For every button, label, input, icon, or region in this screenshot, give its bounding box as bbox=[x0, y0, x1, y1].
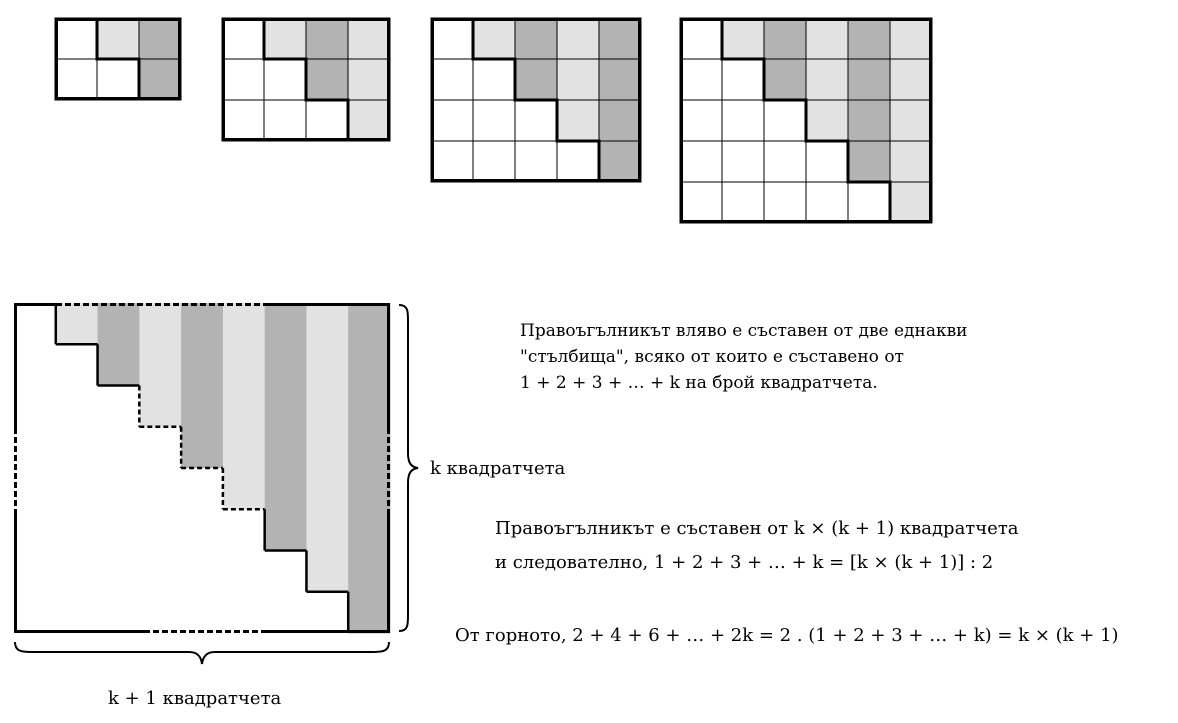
grid-cell bbox=[848, 141, 890, 182]
grid-cell bbox=[722, 100, 764, 141]
reasoning-line-2: и следователно, 1 + 2 + 3 + … + k = [k × (k + 1)] : 2 bbox=[495, 552, 994, 573]
grid-cell bbox=[557, 59, 599, 100]
grid-cell bbox=[806, 182, 848, 223]
grid-cell bbox=[348, 344, 390, 386]
grid-cell bbox=[98, 468, 140, 510]
grid-cell bbox=[139, 303, 181, 345]
grid-cell bbox=[223, 468, 265, 510]
grid-cell bbox=[515, 100, 557, 141]
grid-cell bbox=[557, 141, 599, 182]
grid-cell bbox=[56, 551, 98, 593]
grid-cell bbox=[139, 509, 181, 551]
grid-cell bbox=[806, 18, 848, 59]
width-label: k + 1 квадратчета bbox=[108, 688, 282, 709]
grid-cell bbox=[264, 18, 306, 59]
grid-cell bbox=[680, 141, 722, 182]
staircase-figure-1 bbox=[55, 18, 181, 102]
grid-cell bbox=[56, 386, 98, 428]
grid-cell bbox=[223, 551, 265, 593]
big-rectangle-figure bbox=[14, 303, 390, 633]
grid-cell bbox=[98, 592, 140, 634]
grid-cell bbox=[139, 18, 181, 59]
grid-cell bbox=[223, 509, 265, 551]
grid-cell bbox=[14, 509, 56, 551]
grid-cell bbox=[722, 59, 764, 100]
grid-cell bbox=[890, 100, 932, 141]
description-line-1: Правоъгълникът вляво е съставен от две еднакви bbox=[520, 321, 968, 341]
staircase-figure-3 bbox=[431, 18, 641, 184]
grid-cell bbox=[848, 59, 890, 100]
grid-cell bbox=[764, 182, 806, 223]
grid-cell bbox=[56, 592, 98, 634]
grid-cell bbox=[348, 59, 390, 100]
grid-cell bbox=[265, 468, 307, 510]
grid-cell bbox=[848, 182, 890, 223]
grid-cell bbox=[98, 427, 140, 469]
grid-cell bbox=[139, 468, 181, 510]
grid-cell bbox=[139, 592, 181, 634]
grid-cell bbox=[98, 386, 140, 428]
staircase-figure-4 bbox=[680, 18, 934, 224]
grid-cell bbox=[890, 182, 932, 223]
grid-cell bbox=[515, 18, 557, 59]
grid-cell bbox=[265, 427, 307, 469]
grid-cell bbox=[14, 592, 56, 634]
grid-cell bbox=[431, 141, 473, 182]
grid-cell bbox=[848, 100, 890, 141]
grid-cell bbox=[764, 141, 806, 182]
grid-cell bbox=[348, 100, 390, 141]
grid-cell bbox=[722, 18, 764, 59]
grid-cell bbox=[98, 303, 140, 345]
grid-cell bbox=[222, 18, 264, 59]
grid-cell bbox=[473, 141, 515, 182]
grid-cell bbox=[306, 592, 348, 634]
grid-cell bbox=[431, 100, 473, 141]
grid-cell bbox=[98, 551, 140, 593]
conclusion-formula: От горното, 2 + 4 + 6 + … + 2k = 2 . (1 + 2 + 3 + … + k) = k × (k + 1) bbox=[455, 625, 1119, 646]
grid-cell bbox=[181, 344, 223, 386]
grid-cell bbox=[139, 551, 181, 593]
grid-cell bbox=[557, 100, 599, 141]
grid-cell bbox=[14, 551, 56, 593]
grid-cell bbox=[55, 59, 97, 100]
grid-cell bbox=[515, 141, 557, 182]
grid-cell bbox=[222, 100, 264, 141]
grid-cell bbox=[139, 427, 181, 469]
grid-cell bbox=[265, 386, 307, 428]
grid-cell bbox=[599, 100, 641, 141]
grid-cell bbox=[680, 18, 722, 59]
grid-cell bbox=[806, 100, 848, 141]
grid-cell bbox=[764, 59, 806, 100]
grid-cell bbox=[98, 509, 140, 551]
grid-cell bbox=[306, 344, 348, 386]
grid-cell bbox=[223, 386, 265, 428]
grid-cell bbox=[265, 303, 307, 345]
grid-cell bbox=[680, 100, 722, 141]
height-label: k квадратчета bbox=[430, 458, 566, 479]
grid-cell bbox=[56, 509, 98, 551]
grid-cell bbox=[14, 344, 56, 386]
grid-cell bbox=[680, 59, 722, 100]
grid-cell bbox=[56, 344, 98, 386]
height-brace bbox=[398, 303, 420, 633]
grid-cell bbox=[56, 427, 98, 469]
grid-cell bbox=[890, 18, 932, 59]
grid-cell bbox=[181, 509, 223, 551]
description-line-2: "стълбища", всяко от които е съставено от bbox=[520, 347, 904, 367]
grid-cell bbox=[223, 303, 265, 345]
grid-cell bbox=[806, 141, 848, 182]
grid-cell bbox=[306, 59, 348, 100]
grid-cell bbox=[722, 141, 764, 182]
grid-cell bbox=[348, 592, 390, 634]
width-brace bbox=[14, 640, 390, 668]
grid-cell bbox=[306, 303, 348, 345]
grid-cell bbox=[515, 59, 557, 100]
grid-cell bbox=[56, 468, 98, 510]
grid-cell bbox=[306, 509, 348, 551]
grid-cell bbox=[14, 427, 56, 469]
grid-cell bbox=[806, 59, 848, 100]
grid-cell bbox=[56, 303, 98, 345]
grid-cell bbox=[473, 59, 515, 100]
grid-cell bbox=[265, 551, 307, 593]
grid-cell bbox=[97, 59, 139, 100]
grid-cell bbox=[14, 468, 56, 510]
grid-cell bbox=[890, 59, 932, 100]
grid-cell bbox=[764, 18, 806, 59]
grid-cell bbox=[181, 551, 223, 593]
area-reasoning bbox=[495, 512, 1019, 580]
grid-cell bbox=[181, 427, 223, 469]
grid-cell bbox=[139, 386, 181, 428]
rectangle-description bbox=[520, 318, 968, 396]
grid-cell bbox=[306, 100, 348, 141]
grid-cell bbox=[264, 100, 306, 141]
grid-cell bbox=[97, 18, 139, 59]
grid-cell bbox=[14, 386, 56, 428]
grid-cell bbox=[348, 509, 390, 551]
grid-cell bbox=[306, 386, 348, 428]
grid-cell bbox=[139, 344, 181, 386]
grid-cell bbox=[473, 100, 515, 141]
grid-cell bbox=[848, 18, 890, 59]
grid-cell bbox=[306, 18, 348, 59]
grid-cell bbox=[348, 18, 390, 59]
grid-cell bbox=[139, 59, 181, 100]
grid-cell bbox=[223, 592, 265, 634]
grid-cell bbox=[348, 427, 390, 469]
grid-cell bbox=[348, 551, 390, 593]
staircase-figure-2 bbox=[222, 18, 390, 144]
grid-cell bbox=[680, 182, 722, 223]
grid-cell bbox=[473, 18, 515, 59]
grid-cell bbox=[181, 386, 223, 428]
grid-cell bbox=[223, 344, 265, 386]
grid-cell bbox=[264, 59, 306, 100]
grid-cell bbox=[222, 59, 264, 100]
grid-cell bbox=[431, 59, 473, 100]
grid-cell bbox=[306, 551, 348, 593]
description-line-3: 1 + 2 + 3 + … + k на брой квадратчета. bbox=[520, 373, 878, 393]
grid-cell bbox=[223, 427, 265, 469]
grid-cell bbox=[181, 468, 223, 510]
grid-cell bbox=[890, 141, 932, 182]
grid-cell bbox=[431, 18, 473, 59]
grid-cell bbox=[265, 592, 307, 634]
grid-cell bbox=[98, 344, 140, 386]
grid-cell bbox=[306, 468, 348, 510]
grid-cell bbox=[348, 468, 390, 510]
grid-cell bbox=[265, 344, 307, 386]
grid-cell bbox=[14, 303, 56, 345]
grid-cell bbox=[348, 386, 390, 428]
grid-cell bbox=[265, 509, 307, 551]
grid-cell bbox=[599, 59, 641, 100]
grid-cell bbox=[348, 303, 390, 345]
grid-cell bbox=[599, 141, 641, 182]
grid-cell bbox=[722, 182, 764, 223]
reasoning-line-1: Правоъгълникът е съставен от k × (k + 1) квадратчета bbox=[495, 518, 1019, 539]
grid-cell bbox=[181, 303, 223, 345]
grid-cell bbox=[599, 18, 641, 59]
grid-cell bbox=[55, 18, 97, 59]
grid-cell bbox=[181, 592, 223, 634]
grid-cell bbox=[764, 100, 806, 141]
grid-cell bbox=[557, 18, 599, 59]
grid-cell bbox=[306, 427, 348, 469]
